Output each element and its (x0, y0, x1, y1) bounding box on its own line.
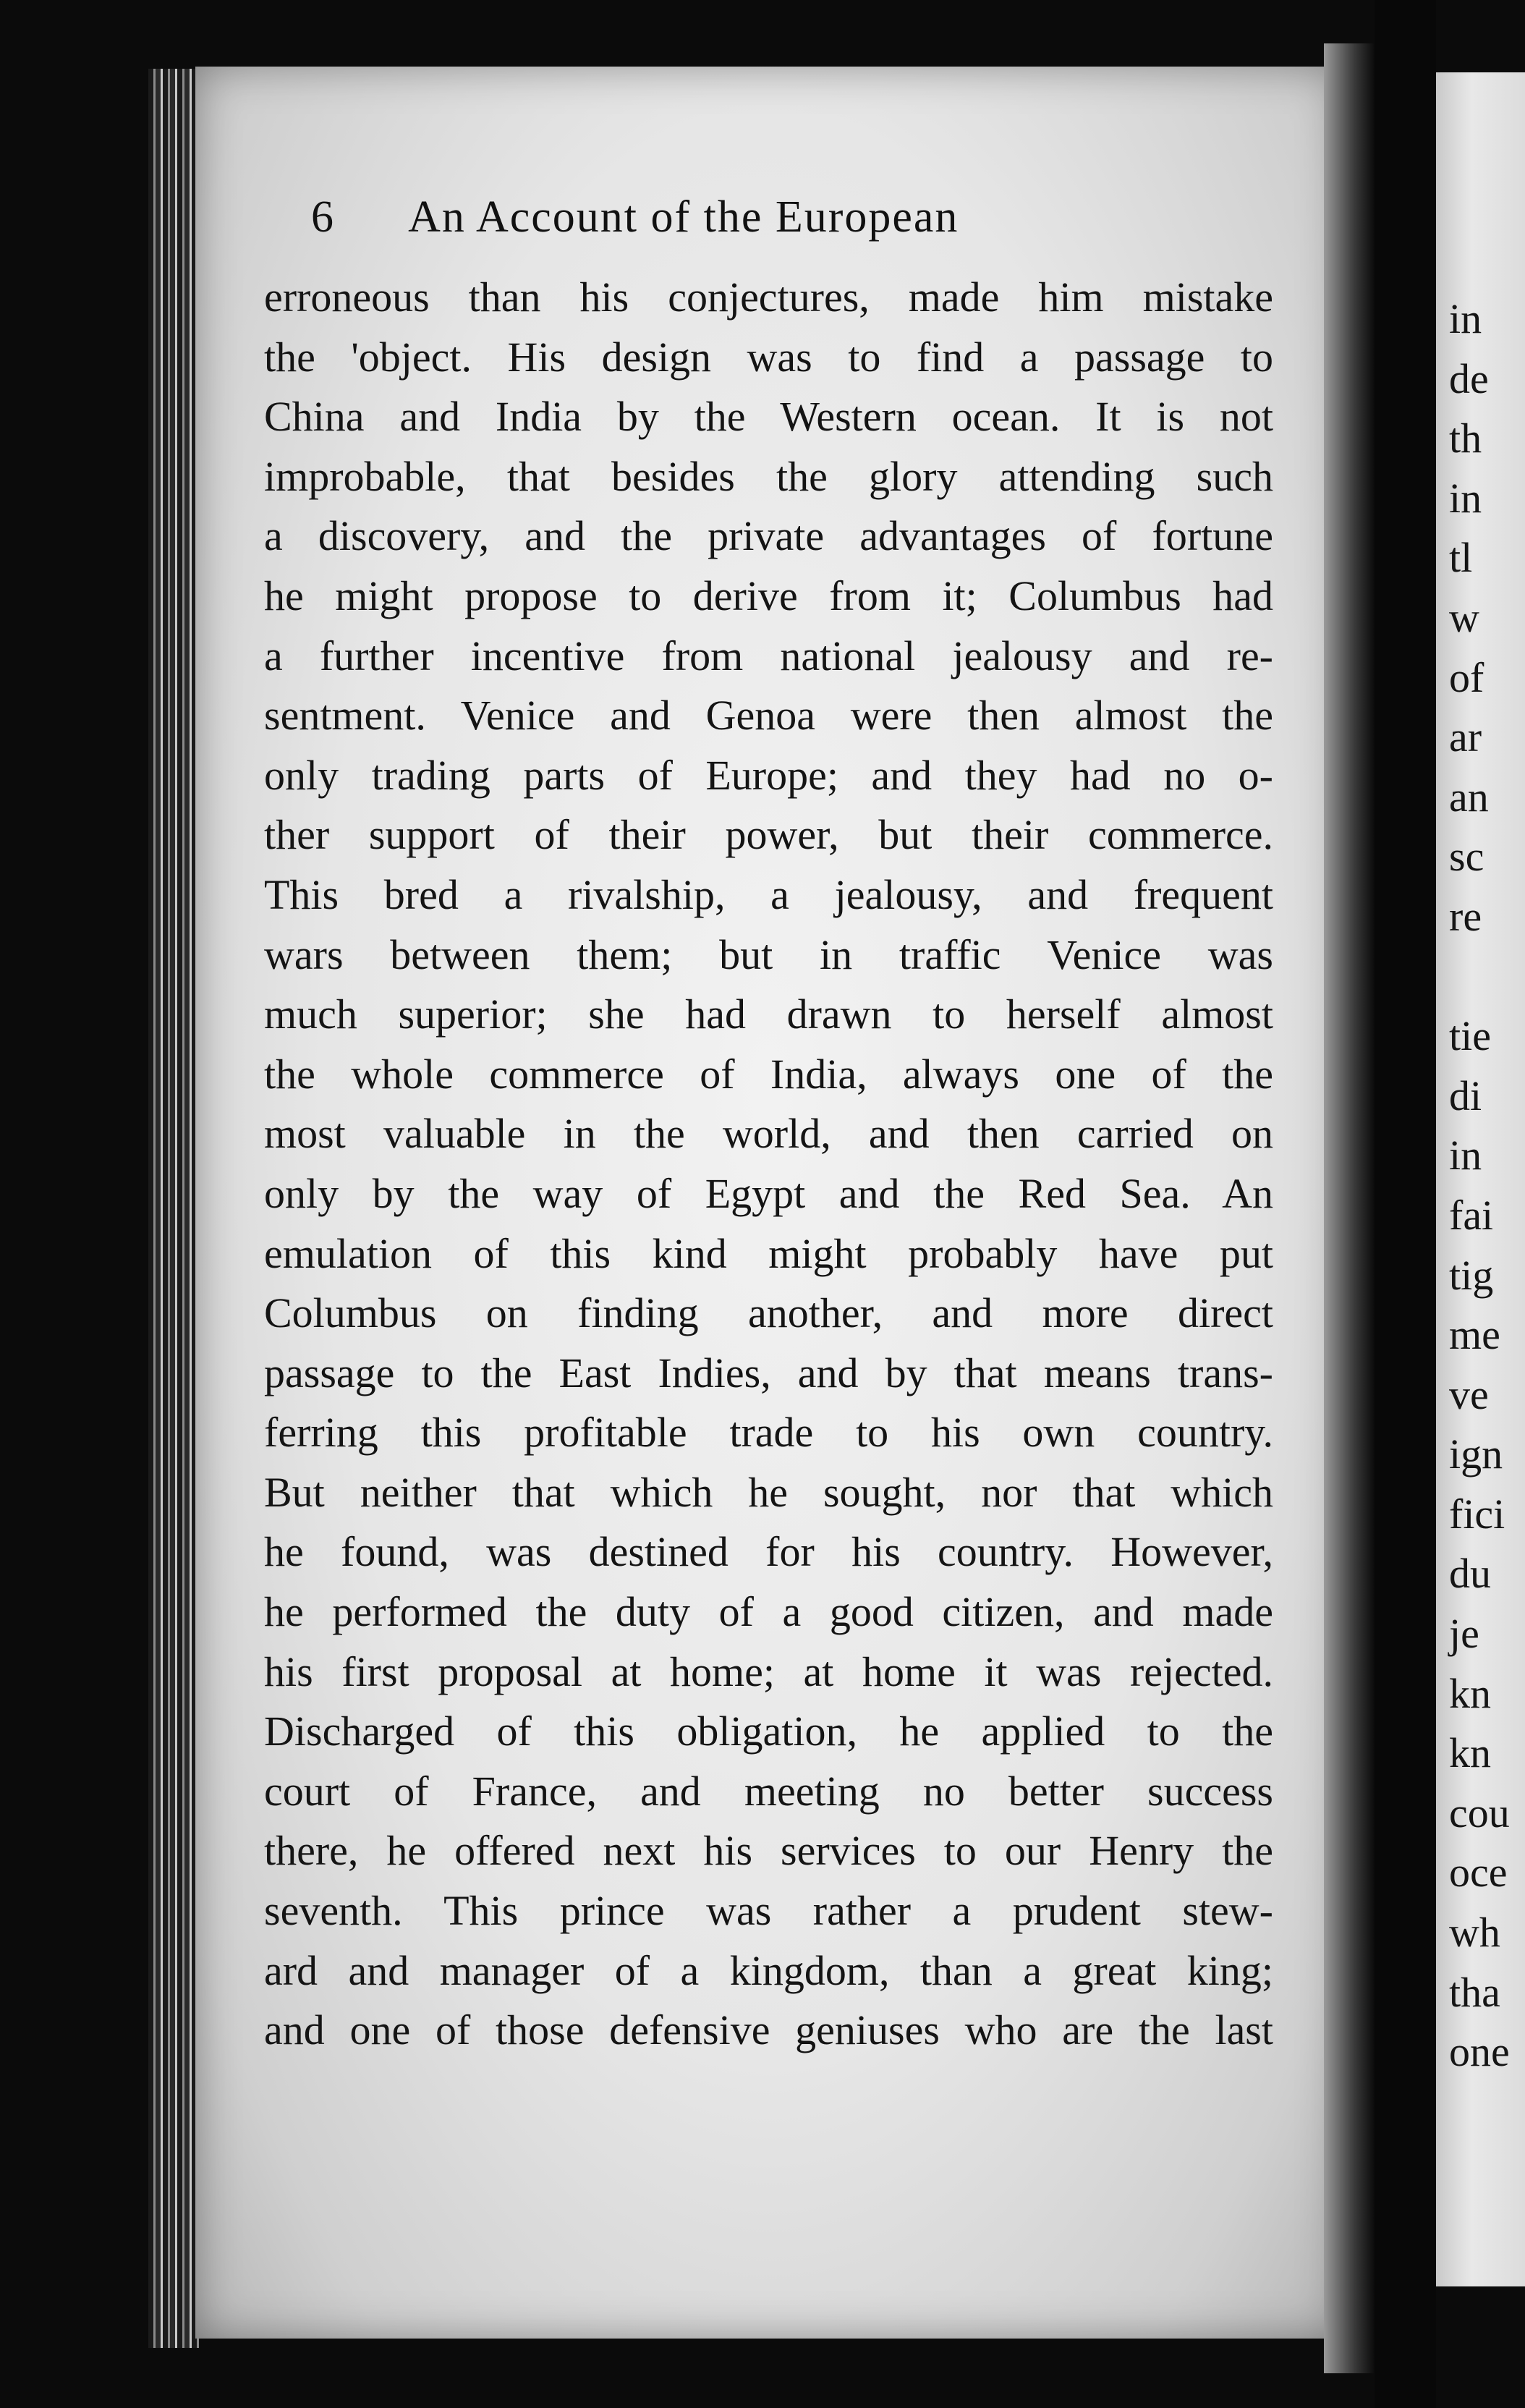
facing-text-fragment: an (1449, 773, 1489, 821)
text-line: seventh. This prince was rather a prudent stew- (264, 1887, 1273, 1935)
text-line: China and India by the Western ocean. It is not (264, 393, 1273, 441)
text-line: erroneous than his conjectures, made him mistake (264, 274, 1273, 321)
text-line: and one of those defensive geniuses who are the last (264, 2006, 1273, 2054)
text-line: court of France, and meeting no better success (264, 1767, 1273, 1815)
text-line: he might propose to derive from it; Columbus had (264, 572, 1273, 619)
facing-text-fragment: de (1449, 355, 1489, 402)
gutter (1375, 0, 1436, 2408)
text-line: most valuable in the world, and then carried on (264, 1110, 1273, 1158)
facing-text-fragment: tha (1449, 1968, 1500, 2016)
facing-text-fragment: tig (1449, 1251, 1494, 1299)
facing-text-fragment: fai (1449, 1191, 1494, 1239)
facing-text-fragment: kn (1449, 1669, 1491, 1717)
facing-text-fragment: sc (1449, 833, 1484, 881)
book-binding-edge (148, 69, 199, 2348)
facing-page-fragment (1436, 72, 1525, 2286)
facing-text-fragment: w (1449, 593, 1479, 641)
facing-page-lines (1449, 289, 1510, 2082)
facing-text-fragment: th (1449, 415, 1482, 462)
text-line: sentment. Venice and Genoa were then almost the (264, 692, 1273, 739)
running-head (311, 192, 1179, 257)
text-line: the whole commerce of India, always one of the (264, 1050, 1273, 1098)
text-line: he performed the duty of a good citizen, and made (264, 1588, 1273, 1636)
text-line: there, he offered next his services to our Henry the (264, 1827, 1273, 1875)
text-line: he found, was destined for his country. However, (264, 1528, 1273, 1576)
facing-text-fragment: du (1449, 1550, 1491, 1598)
text-line: improbable, that besides the glory attending such (264, 452, 1273, 500)
text-line: Columbus on finding another, and more direct (264, 1289, 1273, 1337)
facing-text-fragment: tie (1449, 1012, 1491, 1060)
text-line: a further incentive from national jealousy and re- (264, 632, 1273, 679)
facing-text-fragment: one (1449, 2028, 1510, 2076)
text-line: a discovery, and the private advantages of fortune (264, 512, 1273, 560)
text-line: wars between them; but in traffic Venice was (264, 930, 1273, 978)
page-number: 6 (311, 192, 335, 242)
text-line: passage to the East Indies, and by that means trans- (264, 1349, 1273, 1396)
facing-text-fragment: oce (1449, 1849, 1508, 1896)
facing-text-fragment: ve (1449, 1370, 1489, 1418)
facing-text-fragment: re (1449, 892, 1482, 940)
body-text (264, 268, 1273, 2061)
text-line: Discharged of this obligation, he applied to the (264, 1708, 1273, 1755)
facing-text-fragment: in (1449, 474, 1482, 522)
text-line: ard and manager of a kingdom, than a great king; (264, 1946, 1273, 1994)
text-line: his first proposal at home; at home it was rejected. (264, 1648, 1273, 1695)
text-line: much superior; she had drawn to herself almost (264, 991, 1273, 1038)
facing-text-fragment: in (1449, 1132, 1482, 1179)
text-line: emulation of this kind might probably have put (264, 1229, 1273, 1277)
facing-text-fragment: wh (1449, 1909, 1500, 1956)
text-line: ferring this profitable trade to his own country. (264, 1409, 1273, 1457)
facing-text-fragment: kn (1449, 1729, 1491, 1777)
facing-text-fragment: tl (1449, 534, 1473, 582)
text-line: This bred a rivalship, a jealousy, and frequent (264, 870, 1273, 918)
facing-text-fragment: cou (1449, 1789, 1510, 1836)
text-line: ther support of their power, but their commerce. (264, 811, 1273, 859)
facing-text-fragment: ar (1449, 713, 1482, 761)
text-line: only by the way of Egypt and the Red Sea. An (264, 1169, 1273, 1217)
facing-text-fragment (1449, 947, 1510, 1007)
text-line: only trading parts of Europe; and they had no o- (264, 751, 1273, 799)
facing-text-fragment: je (1449, 1610, 1479, 1658)
page-edge-shadow (1324, 43, 1375, 2373)
facing-text-fragment: in (1449, 295, 1482, 342)
facing-text-fragment: di (1449, 1072, 1482, 1119)
facing-text-fragment: ign (1449, 1430, 1503, 1478)
facing-text-fragment: fici (1449, 1490, 1505, 1538)
text-line: the 'object. His design was to find a passage to (264, 333, 1273, 381)
running-title: An Account of the European (408, 192, 959, 242)
facing-text-fragment: me (1449, 1311, 1500, 1359)
text-line: But neither that which he sought, nor that which (264, 1468, 1273, 1516)
facing-text-fragment: of (1449, 653, 1484, 701)
